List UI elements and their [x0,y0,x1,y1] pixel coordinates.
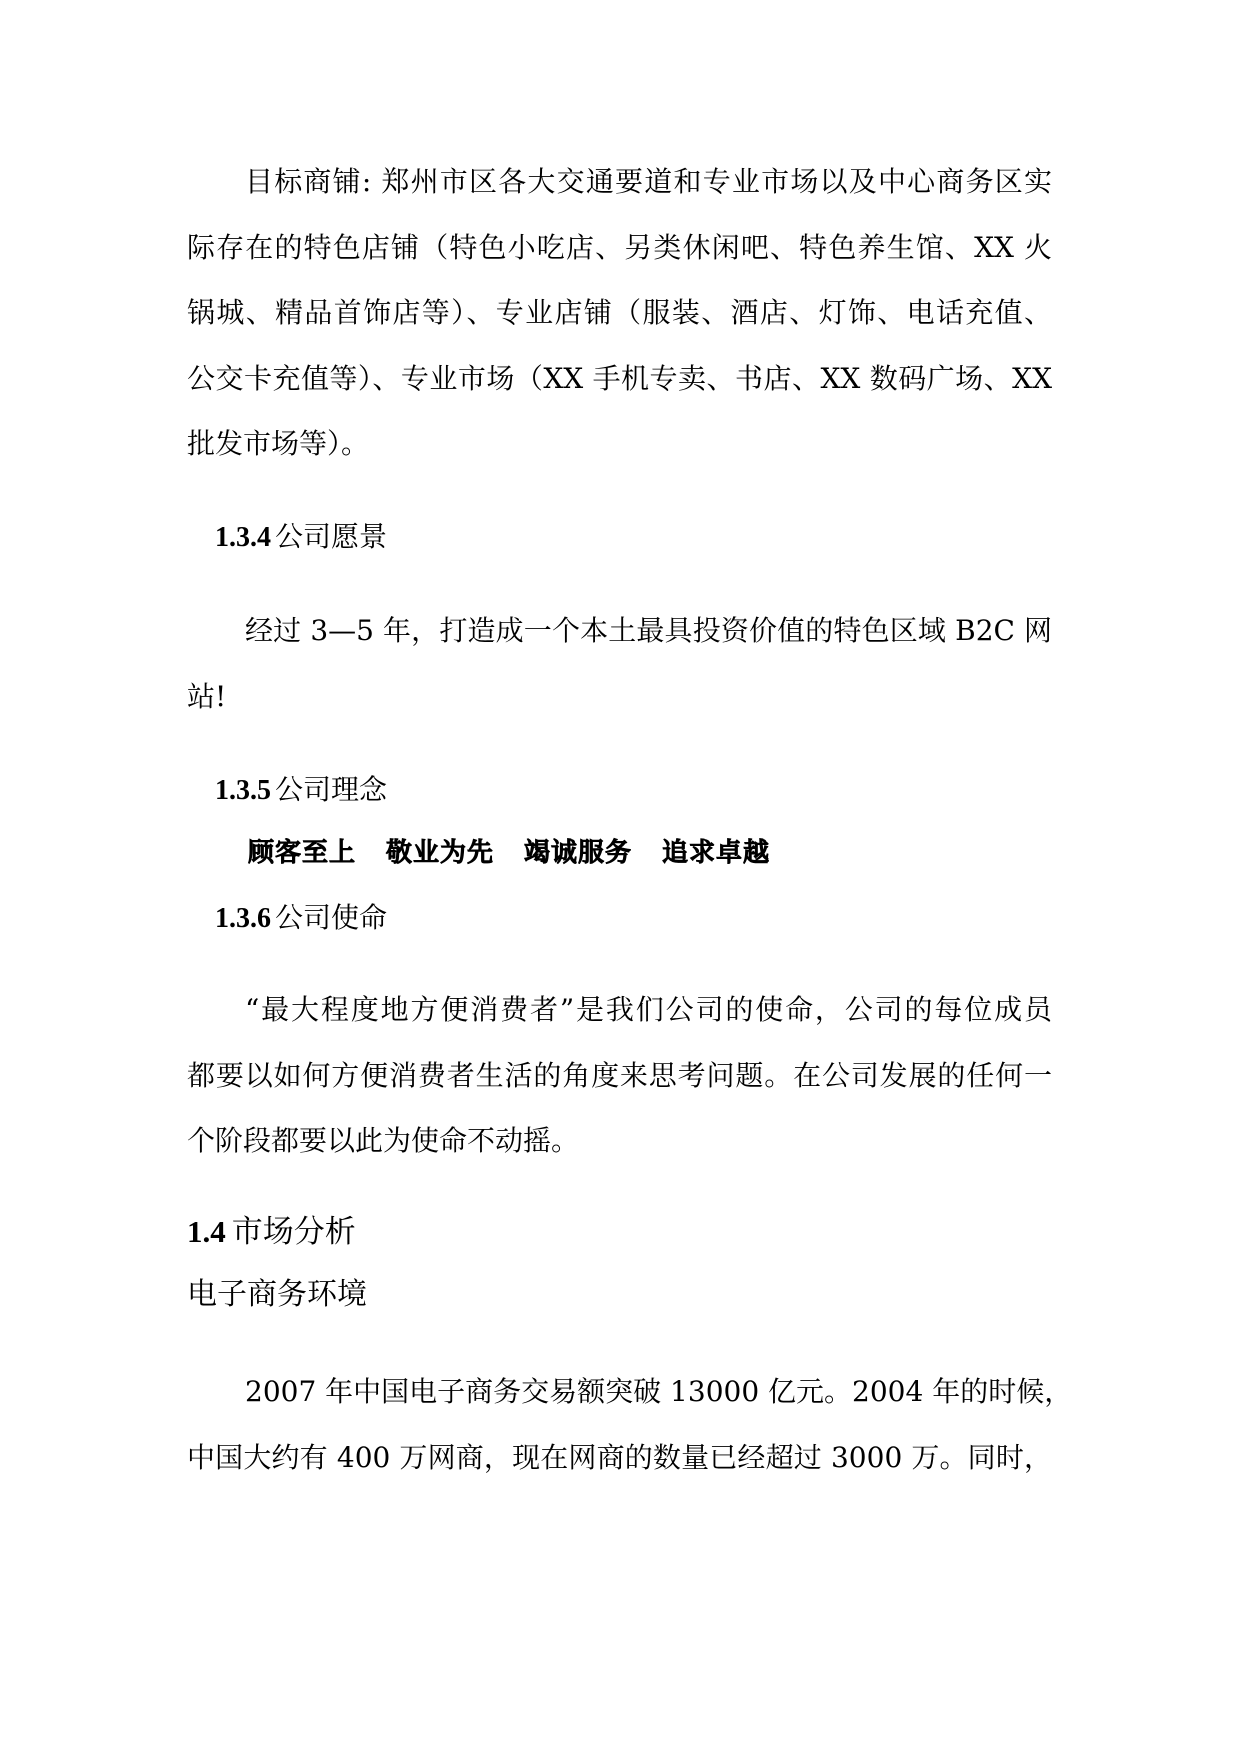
heading-number: 1.4 [187,1214,226,1249]
paragraph-line: 经过 3—5 年，打造成一个本土最具投资价值的特色区域 B2C 网 [245,614,1052,647]
paragraph-line: 站! [187,679,227,713]
heading-number: 1.3.6 [215,903,271,934]
subsection-heading-mission [215,898,387,939]
paragraph-line: 批发市场等）。 [187,427,370,460]
subsection-heading-vision [215,517,387,558]
ecommerce-paragraph [187,1359,1073,1490]
paragraph-line: 目标商铺: 郑州市区各大交通要道和专业市场以及中心商务区实 [245,165,1052,198]
paragraph-line: 际存在的特色店铺（特色小吃店、另类休闲吧、特色养生馆、XX 火 [187,230,1052,264]
heading-title: 市场分析 [231,1214,356,1250]
target-shops-paragraph [187,149,1052,477]
motto-phrase: 敬业为先 [386,838,495,868]
motto-phrase: 追求卓越 [662,838,771,868]
heading-title: 公司使命 [275,901,388,934]
motto-phrase: 顾客至上 [248,838,357,868]
heading-number: 1.3.5 [215,775,271,806]
section-heading-market-analysis [187,1210,356,1254]
paragraph-line: 2007 年中国电子商务交易额突破 13000 亿元。2004 年的时候， [245,1375,1073,1408]
paragraph-line: 公交卡充值等）、专业市场（XX 手机专卖、书店、XX 数码广场、XX [187,361,1052,395]
heading-title: 公司愿景 [275,520,388,553]
company-motto [248,835,770,871]
paragraph-line: 个阶段都要以此为使命不动摇。 [187,1124,580,1157]
paragraph-line: “最大程度地方便消费者”是我们公司的使命，公司的每位成员 [245,993,1052,1026]
vision-paragraph [187,598,1052,729]
paragraph-line: 都要以如何方便消费者生活的角度来思考问题。在公司发展的任何一 [187,1058,1052,1092]
subsection-heading-philosophy [215,770,387,811]
ecommerce-environment-heading: 电子商务环境 [187,1277,367,1312]
heading-number: 1.3.4 [215,522,271,553]
motto-phrase: 竭诚服务 [524,838,633,868]
mission-paragraph [187,977,1052,1174]
paragraph-line: 中国大约有 400 万网商，现在网商的数量已经超过 3000 万。同时， [187,1440,1052,1474]
heading-title: 公司理念 [275,773,388,806]
paragraph-line: 锅城、精品首饰店等）、专业店铺（服装、酒店、灯饰、电话充值、 [187,296,1052,329]
